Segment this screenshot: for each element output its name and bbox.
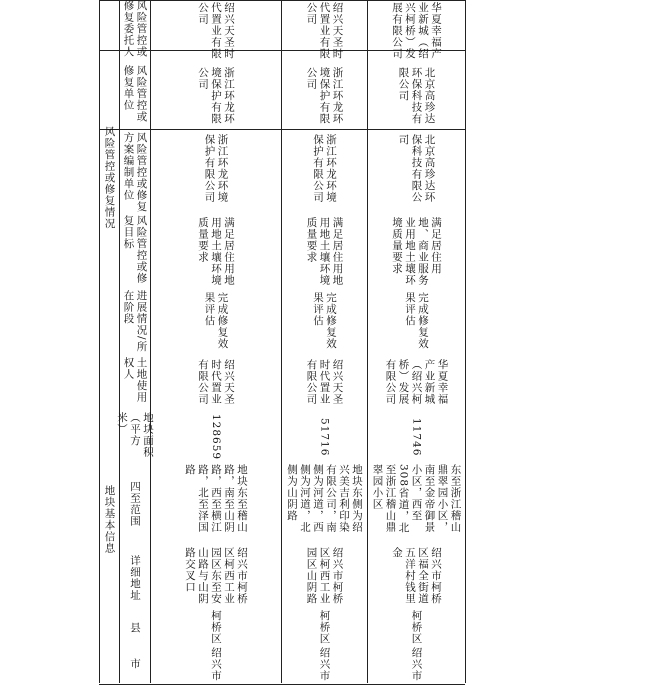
table-row — [368, 645, 464, 683]
table-row — [368, 610, 464, 645]
table-row — [368, 290, 464, 357]
row3-repair-unit: 北京高珍达环保科技有限公司 — [397, 66, 436, 124]
row1-target: 满足居住用地用地土壤环境质量要求 — [197, 216, 235, 286]
col-header-plan-unit-text: 风险管控或修复方案编制单位 — [122, 132, 148, 213]
table-row — [368, 462, 464, 545]
col-header-city — [120, 645, 149, 683]
row3-plan-unit: 北京高珍达环保科技有限公司 — [397, 133, 436, 203]
row1-commissioner: 绍兴天圣时代置业有限公司 — [197, 1, 235, 59]
row3-land-user: 华夏幸福产业新城（绍兴柯桥）发展有限公司 — [384, 358, 449, 405]
row1-repair-unit: 浙江环龙环境保护有限公司 — [197, 66, 235, 124]
col-header-county-text: 县 — [129, 621, 141, 634]
table-row — [368, 357, 464, 412]
col-header-land-user — [120, 357, 149, 412]
row1-four-boundaries: 地块东至稽山路，南至山阴路，西至横江路，北至泽国路 — [184, 463, 248, 533]
table-row — [282, 412, 366, 462]
row1-county: 柯桥区 — [210, 610, 222, 645]
row2-target: 满足居住用地用地土壤环境质量要求 — [305, 216, 344, 286]
table-row — [282, 357, 366, 412]
row3-commissioner: 华夏幸福产业新城（绍兴柯桥）发展有限公司 — [391, 1, 442, 59]
col-header-address-text: 详细地址 — [129, 554, 141, 601]
col-header-commissioner-text: 风险管控或修复委托人 — [122, 0, 148, 58]
col-header-address — [120, 545, 149, 610]
table-row — [151, 357, 280, 412]
table-row — [368, 215, 464, 290]
col-header-land-user-text: 土地使用权人 — [122, 357, 148, 403]
row2-address: 绍兴市柯桥区柯西工业园区山阴路 — [305, 546, 344, 604]
row2-area: 51716 — [318, 417, 331, 457]
row2-county: 柯桥区 — [318, 610, 331, 645]
col-header-progress — [120, 290, 149, 357]
table-row — [151, 0, 280, 65]
group-header-risk-control-text: 风险管控或修复情况 — [103, 125, 116, 230]
col-header-plan-unit — [120, 132, 149, 215]
col-header-four-boundaries-text: 四至范围 — [129, 480, 141, 527]
col-header-area — [116, 412, 154, 462]
table-row — [282, 545, 366, 610]
col-header-target — [120, 215, 149, 290]
row3-address: 绍兴市柯桥区福全街道五洋村钱里金 — [391, 546, 442, 604]
row3-four-boundaries: 东至浙江稽山鼎翠园小区，南至金帝御景小区，西至308省道，北至浙江稽山鼎翠园小区 — [371, 463, 462, 533]
row2-four-boundaries: 地块东侧为绍兴美吉利印染有限公司，南侧为河道，西侧为河道，北侧为山阴路 — [286, 463, 363, 533]
group-header-risk-control — [100, 0, 118, 355]
col-header-commissioner — [120, 0, 149, 65]
row2-land-user: 绍兴天圣时代置业有限公司 — [305, 358, 344, 405]
col-header-four-boundaries — [120, 462, 149, 545]
table-row — [368, 545, 464, 610]
table-row — [282, 65, 366, 132]
table-row — [151, 545, 280, 610]
col-header-repair-unit — [120, 65, 149, 132]
table-row — [151, 412, 280, 462]
table-row — [368, 65, 464, 132]
table-row — [282, 290, 366, 357]
table-row — [151, 645, 280, 683]
table-row — [151, 610, 280, 645]
row3-county: 柯桥区 — [410, 610, 423, 645]
row2-repair-unit: 浙江环龙环境保护有限公司 — [305, 66, 344, 124]
row3-area: 11746 — [410, 417, 423, 457]
table-row — [151, 290, 280, 357]
row1-area: 128659 — [210, 413, 222, 461]
row3-progress: 完成修复效果评估 — [404, 291, 429, 349]
col-header-city-text: 市 — [129, 658, 141, 670]
table-row — [282, 645, 366, 683]
col-header-county — [120, 610, 149, 645]
table-row — [368, 412, 464, 462]
table-row — [282, 610, 366, 645]
table-row — [151, 132, 280, 215]
table-row — [282, 462, 366, 545]
table-row — [368, 0, 464, 65]
col-header-repair-unit-text: 风险管控或修复单位 — [122, 65, 148, 123]
table-row — [282, 132, 366, 215]
table-row — [282, 215, 366, 290]
row2-commissioner: 绍兴天圣时代置业有限公司 — [305, 1, 344, 59]
table-row — [368, 132, 464, 215]
row1-progress: 完成修复效果评估 — [203, 291, 229, 349]
col-header-progress-text: 进展情况/所在阶段 — [122, 290, 148, 353]
row3-target: 满足居住用地、商业服务业用地土壤环境质量要求 — [391, 216, 442, 286]
table-row — [282, 0, 366, 65]
table-row — [151, 65, 280, 132]
table-row — [151, 215, 280, 290]
row1-land-user: 绍兴天圣时代置业有限公司 — [197, 358, 235, 405]
row2-city: 绍兴市 — [318, 646, 331, 682]
row3-city: 绍兴市 — [410, 646, 423, 682]
table-right-rule — [465, 0, 466, 683]
group-header-basic-info — [100, 355, 118, 683]
col-header-target-text: 风险管控或修复目标 — [122, 215, 148, 284]
group-header-basic-info-text: 地块基本信息 — [103, 484, 116, 554]
row1-address: 绍兴市柯桥区柯西工业园区东至安山路与山阴路交叉口 — [184, 546, 248, 604]
col-header-area-text: 地块面积（平方米） — [116, 412, 154, 458]
row2-plan-unit: 浙江环龙环境保护有限公司 — [312, 133, 337, 203]
row1-plan-unit: 浙江环龙环境保护有限公司 — [203, 133, 229, 203]
table-row — [151, 462, 280, 545]
row2-progress: 完成修复效果评估 — [312, 291, 337, 349]
row1-city: 绍兴市 — [210, 646, 222, 682]
